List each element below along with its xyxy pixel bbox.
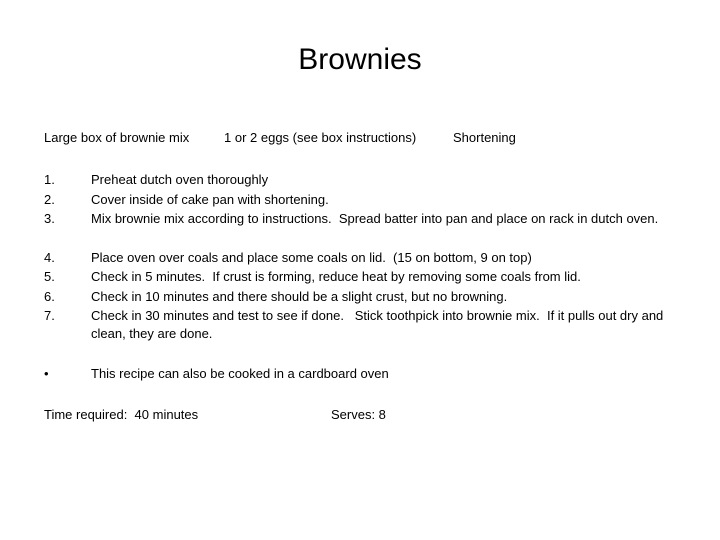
step-5-text: Check in 5 minutes. If crust is forming, reduce heat by removing some coals from lid. bbox=[91, 269, 581, 284]
ingredient-brownie-mix: Large box of brownie mix bbox=[44, 130, 190, 145]
step-1-text: Preheat dutch oven thoroughly bbox=[91, 172, 269, 187]
step-4-number: 4. bbox=[44, 250, 55, 265]
step-7-number: 7. bbox=[44, 308, 55, 323]
page-title: Brownies bbox=[298, 43, 422, 76]
note-text: This recipe can also be cooked in a cardboard oven bbox=[91, 366, 389, 381]
step-3-number: 3. bbox=[44, 211, 55, 226]
step-5-number: 5. bbox=[44, 269, 55, 284]
step-7-text: Check in 30 minutes and test to see if done. Stick toothpick into brownie mix. If it pulls out dry and clean, they are done. bbox=[91, 308, 667, 341]
step-2-text: Cover inside of cake pan with shortening. bbox=[91, 192, 329, 207]
step-1-number: 1. bbox=[44, 172, 55, 187]
step-4-text: Place oven over coals and place some coals on lid. (15 on bottom, 9 on top) bbox=[91, 250, 532, 265]
time-required: Time required: 40 minutes bbox=[44, 407, 199, 422]
step-3-text: Mix brownie mix according to instructions. Spread batter into pan and place on rack in dutch oven. bbox=[91, 211, 659, 226]
step-2-number: 2. bbox=[44, 192, 55, 207]
step-6-text: Check in 10 minutes and there should be a slight crust, but no browning. bbox=[91, 289, 508, 304]
step-6-number: 6. bbox=[44, 289, 55, 304]
ingredient-shortening: Shortening bbox=[453, 130, 516, 145]
note-bullet: • bbox=[44, 366, 49, 381]
ingredient-eggs: 1 or 2 eggs (see box instructions) bbox=[224, 130, 417, 145]
serves: Serves: 8 bbox=[331, 407, 386, 422]
